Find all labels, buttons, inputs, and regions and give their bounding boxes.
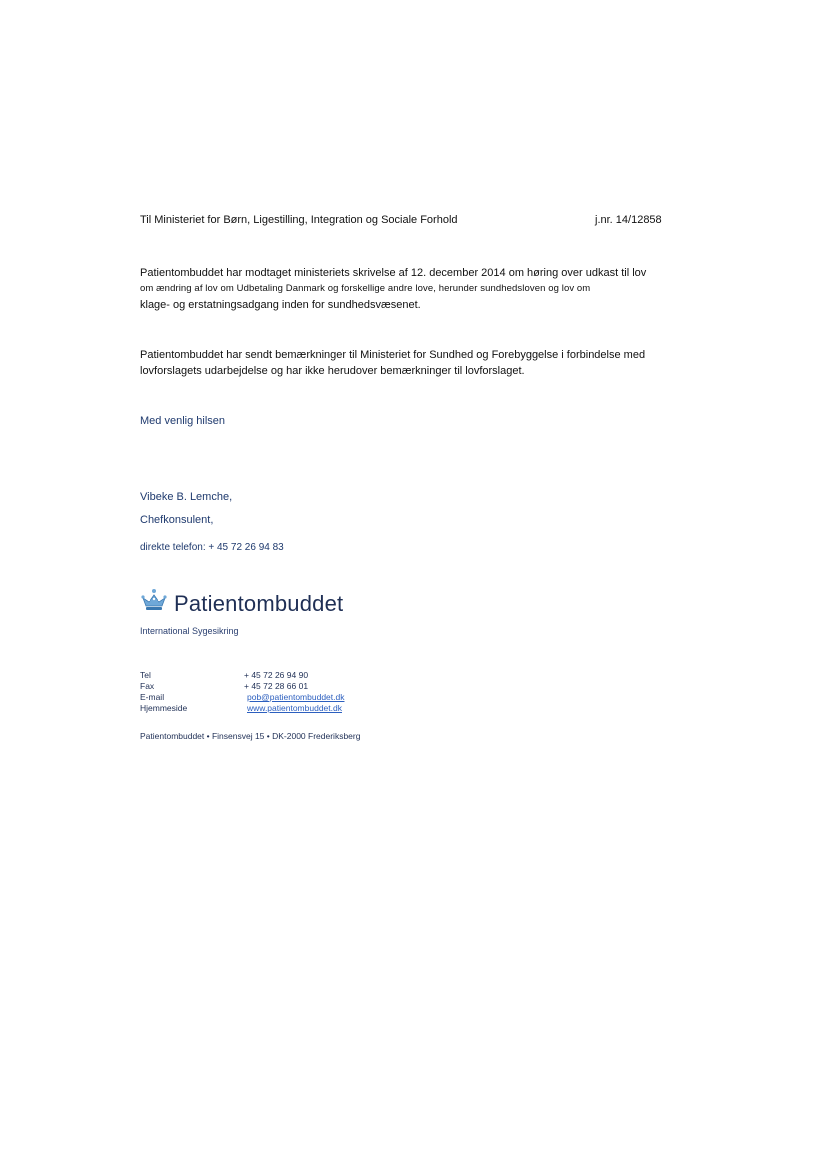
patientombuddet-logo — [140, 588, 343, 619]
reference-number: j.nr. 14/12858 — [595, 214, 662, 226]
paragraph-remarks — [140, 347, 670, 379]
paragraph-line: lovforslagets udarbejdelse og har ikke herudover bemærkninger til lovforslaget. — [140, 365, 525, 377]
contact-block — [140, 670, 344, 714]
paragraph-line: Patientombuddet har modtaget ministeriets skrivelse af 12. december 2014 om høring over udkast til lov — [140, 267, 647, 279]
contact-value: + 45 72 28 66 01 — [244, 681, 309, 691]
contact-row-website — [140, 703, 344, 714]
signer-phone: direkte telefon: + 45 72 26 94 83 — [140, 542, 284, 553]
contact-label: Tel — [140, 670, 151, 680]
logo-subtitle: International Sygesikring — [140, 626, 239, 636]
contact-row-tel — [140, 670, 344, 681]
contact-label: Fax — [140, 681, 155, 691]
closing-greeting: Med venlig hilsen — [140, 415, 225, 427]
signer-name: Vibeke B. Lemche, — [140, 491, 233, 503]
paragraph-line: klage- og erstatningsadgang inden for sundhedsvæsenet. — [140, 299, 421, 311]
contact-label: Hjemmeside — [140, 703, 188, 713]
website-link[interactable]: www.patientombuddet.dk — [247, 703, 342, 713]
contact-row-fax — [140, 681, 344, 692]
contact-value: + 45 72 26 94 90 — [244, 670, 309, 680]
contact-label: E-mail — [140, 692, 165, 702]
footer-address: Patientombuddet • Finsensvej 15 • DK-2000 Frederiksberg — [140, 731, 361, 741]
email-link[interactable]: pob@patientombuddet.dk — [247, 692, 345, 702]
paragraph-hearing — [140, 265, 670, 313]
contact-row-email — [140, 692, 344, 703]
crown-icon — [140, 588, 168, 619]
paragraph-line: Patientombuddet har sendt bemærkninger til Ministeriet for Sundhed og Forebyggelse i forbindelse med — [140, 349, 646, 361]
addressee-line: Til Ministeriet for Børn, Ligestilling, Integration og Sociale Forhold — [140, 214, 458, 226]
signer-title: Chefkonsulent, — [140, 514, 214, 526]
logo-name: Patientombuddet — [174, 590, 344, 616]
paragraph-line: om ændring af lov om Udbetaling Danmark og forskellige andre love, herunder sundhedsloven og lov om — [140, 283, 591, 294]
